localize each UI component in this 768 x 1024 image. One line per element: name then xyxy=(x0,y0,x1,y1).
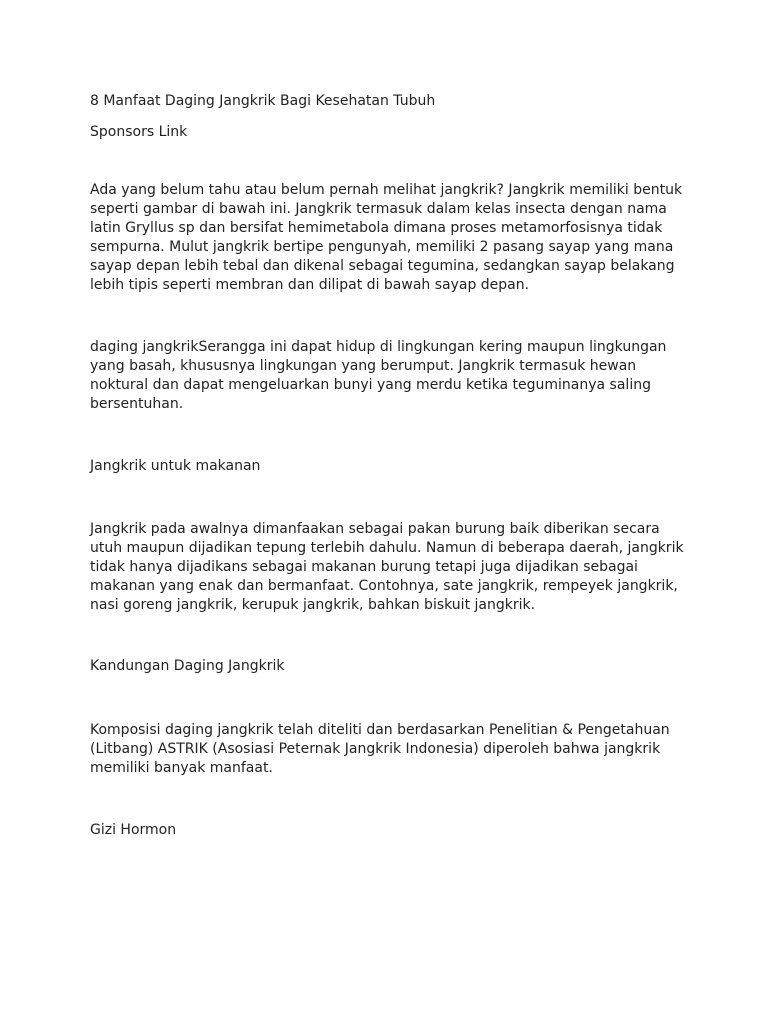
paragraph-line: sempurna. Mulut jangkrik bertipe pengunyah, memiliki 2 pasang sayap yang mana xyxy=(90,239,674,255)
section-heading-content: Kandungan Daging Jangkrik xyxy=(90,658,285,674)
paragraph-line: Jangkrik pada awalnya dimanfaakan sebagai pakan burung baik diberikan secara xyxy=(90,521,660,537)
paragraph-composition xyxy=(90,721,680,778)
paragraph-habitat xyxy=(90,338,680,414)
paragraph-line: lebih tipis seperti membran dan dilipat di bawah sayap depan. xyxy=(90,277,530,293)
document-title: 8 Manfaat Daging Jangkrik Bagi Kesehatan Tubuh xyxy=(90,93,436,109)
paragraph-line: latin Gryllus sp dan bersifat hemimetabola dimana proses metamorfosisnya tidak xyxy=(90,220,663,236)
sponsors-link[interactable]: Sponsors Link xyxy=(90,124,188,140)
paragraph-line: daging jangkrikSerangga ini dapat hidup di lingkungan kering maupun lingkungan xyxy=(90,339,667,355)
section-heading-nutrition: Gizi Hormon xyxy=(90,822,177,838)
paragraph-line: noktural dan dapat mengeluarkan bunyi yang merdu ketika teguminanya saling xyxy=(90,377,651,393)
paragraph-line: Komposisi daging jangkrik telah diteliti dan berdasarkan Penelitian & Pengetahuan xyxy=(90,722,670,738)
section-heading-food: Jangkrik untuk makanan xyxy=(90,458,261,474)
paragraph-line: makanan yang enak dan bermanfaat. Contohnya, sate jangkrik, rempeyek jangkrik, xyxy=(90,578,678,594)
paragraph-food xyxy=(90,520,684,615)
paragraph-line: tidak hanya dijadikans sebagai makanan burung tetapi juga dijadikan sebagai xyxy=(90,559,638,575)
document-body xyxy=(90,92,684,840)
paragraph-line: yang basah, khususnya lingkungan yang berumput. Jangkrik termasuk hewan xyxy=(90,358,637,374)
paragraph-line: nasi goreng jangkrik, kerupuk jangkrik, bahkan biskuit jangkrik. xyxy=(90,597,536,613)
paragraph-line: seperti gambar di bawah ini. Jangkrik termasuk dalam kelas insecta dengan nama xyxy=(90,201,667,217)
paragraph-line: utuh maupun dijadikan tepung terlebih dahulu. Namun di beberapa daerah, jangkrik xyxy=(90,540,684,556)
paragraph-intro xyxy=(90,181,683,295)
paragraph-line: sayap depan lebih tebal dan dikenal sebagai tegumina, sedangkan sayap belakang xyxy=(90,258,675,274)
paragraph-line: bersentuhan. xyxy=(90,396,184,412)
paragraph-line: memiliki banyak manfaat. xyxy=(90,760,273,776)
paragraph-line: Ada yang belum tahu atau belum pernah melihat jangkrik? Jangkrik memiliki bentuk xyxy=(90,182,683,198)
paragraph-line: (Litbang) ASTRIK (Asosiasi Peternak Jangkrik Indonesia) diperoleh bahwa jangkrik xyxy=(90,741,661,757)
